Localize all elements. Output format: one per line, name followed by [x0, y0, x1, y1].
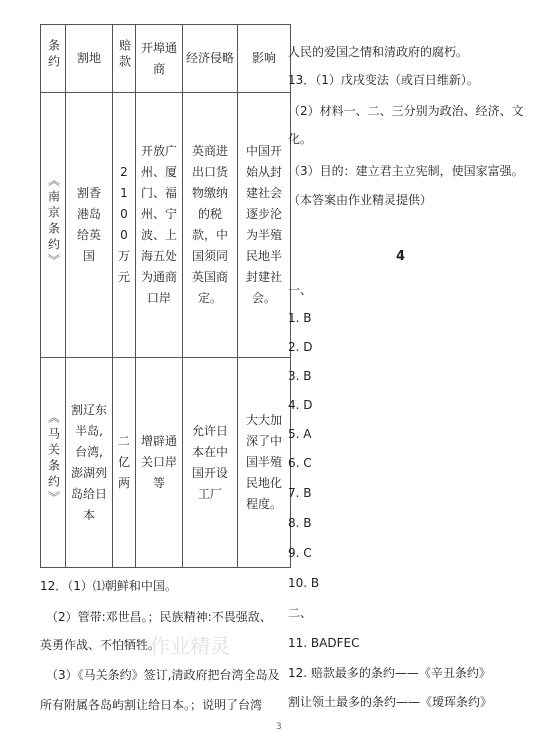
q12-part2-cont: 英勇作战、不怕牺牲。 [40, 638, 161, 652]
section-number: 4 [396, 249, 406, 264]
header-cell [66, 25, 113, 93]
q12-part1: 12．（1）⑴朝鲜和中国。 [40, 579, 177, 593]
header-impact: 影响 [251, 51, 276, 65]
header-cell [41, 25, 66, 93]
treaty-name: 《南京条约》 [46, 173, 61, 270]
land-text: 割辽东半岛,台湾,澎湖列岛给日本 [70, 402, 107, 522]
list-item: 8. B [288, 516, 312, 530]
header-land: 割地 [76, 51, 101, 65]
header-ports: 开埠通商 [140, 40, 177, 76]
header-treaty: 条约 [46, 39, 61, 71]
list-item: 1. B [288, 311, 312, 325]
table-header-row [41, 25, 291, 93]
ports-cell [136, 358, 183, 568]
land-cell [66, 358, 113, 568]
q12-part3: （3）《马关条约》签订,清政府把台湾全岛及 [46, 668, 280, 682]
header-cell [136, 25, 183, 93]
q12-part3-cont: 所有附属各岛屿割让给日本。；说明了台湾 [40, 698, 263, 712]
q12-part2: （2）管带:邓世昌。；民族精神:不畏强敌、 [46, 610, 272, 624]
q13-part3: （3）目的：建立君主立宪制，使国家富强。 [288, 164, 524, 178]
answer-source-note: （本答案由作业精灵提供） [288, 193, 433, 207]
indemnity-cell [113, 93, 136, 358]
indemnity-text: 2100万元 [117, 165, 130, 284]
header-cell [238, 25, 291, 93]
ports-cell [136, 93, 183, 358]
indemnity-text: 二亿两 [117, 434, 130, 490]
list-item: 6. C [288, 456, 312, 470]
impact-text: 大大加深了中国半殖民地化程度。 [245, 413, 282, 511]
economic-cell [183, 358, 238, 568]
header-indemnity: 赔款 [117, 39, 132, 71]
impact-cell [238, 358, 291, 568]
table-row [41, 93, 291, 358]
treaty-name: 《马关条约》 [46, 411, 61, 507]
header-economic: 经济侵略 [185, 51, 234, 65]
land-cell [66, 93, 113, 358]
treaty-name-cell [41, 358, 66, 568]
list-item: 7. B [288, 486, 312, 500]
q13-part1: 13．（1）戊戌变法（或百日维新）。 [288, 73, 479, 87]
continued-line: 人民的爱国之情和清政府的腐朽。 [288, 45, 469, 59]
q13-part2-cont: 化。 [288, 132, 313, 146]
q13-part2: （2）材料一、二、三分别为政治、经济、文 [288, 104, 524, 118]
q12-answer-indemnity: 12. 赔款最多的条约——《辛丑条约》 [288, 666, 491, 680]
list-item: 4. D [288, 398, 313, 412]
economic-text: 允许日本在中国开设工厂 [191, 423, 228, 501]
q11-answer: 11. BADFEC [288, 636, 360, 650]
list-item: 2. D [288, 340, 313, 354]
list-item: 9. C [288, 546, 312, 560]
header-cell [183, 25, 238, 93]
economic-cell [183, 93, 238, 358]
ports-text: 增辟通关口岸等 [140, 434, 177, 490]
part-one-heading: 一、 [288, 283, 313, 297]
list-item: 5. A [288, 427, 312, 441]
list-item: 3. B [288, 369, 312, 383]
indemnity-cell [113, 358, 136, 568]
treaty-name-cell [41, 93, 66, 358]
q12-answer-territory: 割让领土最多的条约——《瑷珲条约》 [288, 695, 493, 709]
watermark: 作业精灵 [150, 634, 230, 658]
impact-cell [238, 93, 291, 358]
table-row [41, 358, 291, 568]
ports-text: 开放广州、厦门、福州、宁波、上海五处为通商口岸 [140, 144, 177, 305]
impact-text: 中国开始从封建社会逐步沦为半殖民地半封建社会。 [245, 144, 282, 305]
page-number: 3 [276, 722, 282, 732]
treaty-table [40, 24, 291, 568]
economic-text: 英商进出口货物缴纳的税款，中国须同英国商定。 [191, 144, 228, 305]
list-item: 10. B [288, 576, 320, 590]
part-two-heading: 二、 [288, 606, 313, 620]
header-cell [113, 25, 136, 93]
land-text: 割香港岛给英国 [76, 186, 101, 263]
